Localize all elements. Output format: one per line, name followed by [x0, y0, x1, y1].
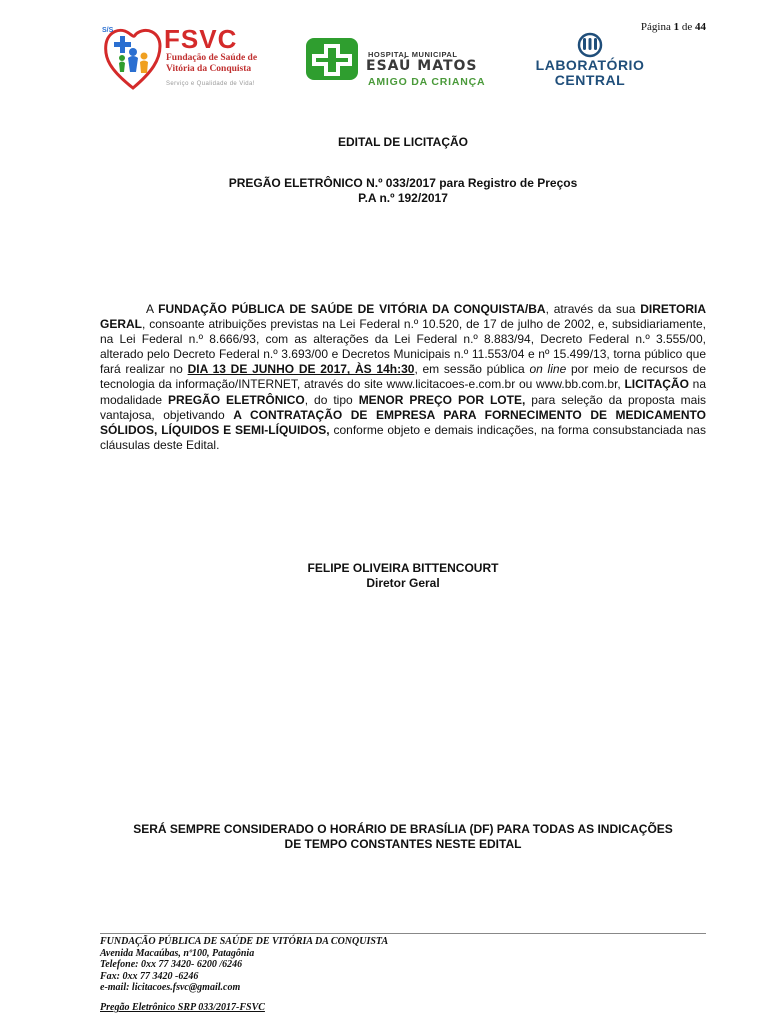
hospital-line3: AMIGO DA CRIANÇA [368, 76, 486, 88]
italic-run: on line [529, 362, 567, 377]
lab-line2: CENTRAL [554, 72, 626, 88]
document-title: EDITAL DE LICITAÇÃO [338, 135, 468, 149]
hospital-logo [304, 34, 500, 94]
fsvc-line2: Vitória da Conquista [166, 64, 252, 74]
text-run: A [146, 302, 159, 316]
fsvc-line1: Fundação de Saúde de [166, 53, 258, 63]
fsvc-name: FSVC [164, 24, 238, 54]
fsvc-logo [100, 18, 270, 94]
document-subtitle: PREGÃO ELETRÔNICO N.º 033/2017 para Registro de Preços [228, 176, 578, 190]
page-total: 44 [695, 21, 706, 33]
timezone-notice-line2: DE TEMPO CONSTANTES NESTE EDITAL [284, 837, 522, 851]
footer-address-block [100, 936, 388, 994]
text-run: , consoante atribuições previstas na Lei Federal n.º 10.520, de 17 de julho de 2002, e, subsidiariamente, na Lei Federal n.º 8.666/93, com as alterações da Lei Federal n.º 8.883/94, Decreto Federal n.º 3.555/00, alterado pelo Decreto Federal n.º 3.693/00 e Decretos Municipais n.º 11.553/04 e nº 15.499/13, torna público que fará realizar no [100, 317, 706, 377]
footer-reference: Pregão Eletrônico SRP 033/2017-FSVC [100, 1002, 265, 1013]
bold-run: FUNDAÇÃO PÚBLICA DE SAÚDE DE VITÓRIA DA CONQUISTA/BA [158, 302, 546, 316]
page-sep: de [681, 21, 693, 33]
bold-run: DIRETORIA GERAL [100, 302, 706, 332]
text-run: na modalidade [100, 377, 706, 407]
footer-org: FUNDAÇÃO PÚBLICA DE SAÚDE DE VITÓRIA DA CONQUISTA [100, 936, 389, 947]
footer-phone: Telefone: 0xx 77 3420- 6200 /6246 [100, 959, 243, 970]
page-current: 1 [673, 21, 680, 33]
footer-address: Avenida Macaúbas, nº100, Patagônia [100, 947, 255, 959]
text-run: conforme objeto e demais indicações, na forma consubstanciada nas cláusulas deste Edital. [100, 422, 706, 452]
bold-run: A CONTRATAÇÃO DE EMPRESA PARA FORNECIMENTO DE MEDICAMENTO SÓLIDOS, LÍQUIDOS E SEMI-LÍQUIDOS, [100, 407, 706, 437]
footer-fax: Fax: 0xx 77 3420 -6246 [100, 970, 199, 982]
timezone-notice-line1: SERÁ SEMPRE CONSIDERADO O HORÁRIO DE BRASÍLIA (DF) PARA TODAS AS INDICAÇÕES [133, 822, 673, 836]
fsvc-badge: S/S [102, 27, 114, 34]
session-date: DIA 13 DE JUNHO DE 2017, ÀS 14h:30 [187, 362, 415, 377]
green-cross-icon [304, 36, 360, 82]
process-number: P.A n.º 192/2017 [358, 191, 448, 205]
text-run: , do tipo [304, 392, 359, 407]
bold-run: LICITAÇÃO [624, 377, 689, 392]
fsvc-heart-icon [100, 18, 166, 94]
text-run: , através da sua [545, 302, 641, 316]
text-run: , em sessão pública [414, 362, 530, 377]
text-run: para seleção da proposta mais vantajosa, objetivando [100, 392, 706, 422]
lab-line1: LABORATÓRIO [535, 57, 645, 73]
bold-run: MENOR PREÇO POR LOTE, [358, 392, 526, 407]
fsvc-subtitle [166, 53, 257, 75]
fsvc-motto: Serviço e Qualidade de Vida! [166, 81, 255, 87]
footer-email: e-mail: licitacoes.fsvc@gmail.com [100, 982, 241, 993]
hospital-line2: ESAÚ MATOS [366, 58, 478, 74]
footer-divider [100, 933, 706, 934]
hospital-line1: HOSPITAL MUNICIPAL [368, 50, 458, 59]
text-run: por meio de recursos de tecnologia da informação/INTERNET, através do site www.licitacoes-e.com.br ou www.bb.com.br, [100, 362, 707, 392]
test-tubes-icon [572, 32, 608, 58]
page-prefix: Página [640, 21, 671, 33]
laboratory-logo [527, 32, 653, 88]
bold-run: PREGÃO ELETRÔNICO [168, 392, 305, 407]
signatory-role: Diretor Geral [366, 576, 440, 590]
signatory-name: FELIPE OLIVEIRA BITTENCOURT [307, 561, 499, 575]
preamble-paragraph [100, 302, 706, 453]
